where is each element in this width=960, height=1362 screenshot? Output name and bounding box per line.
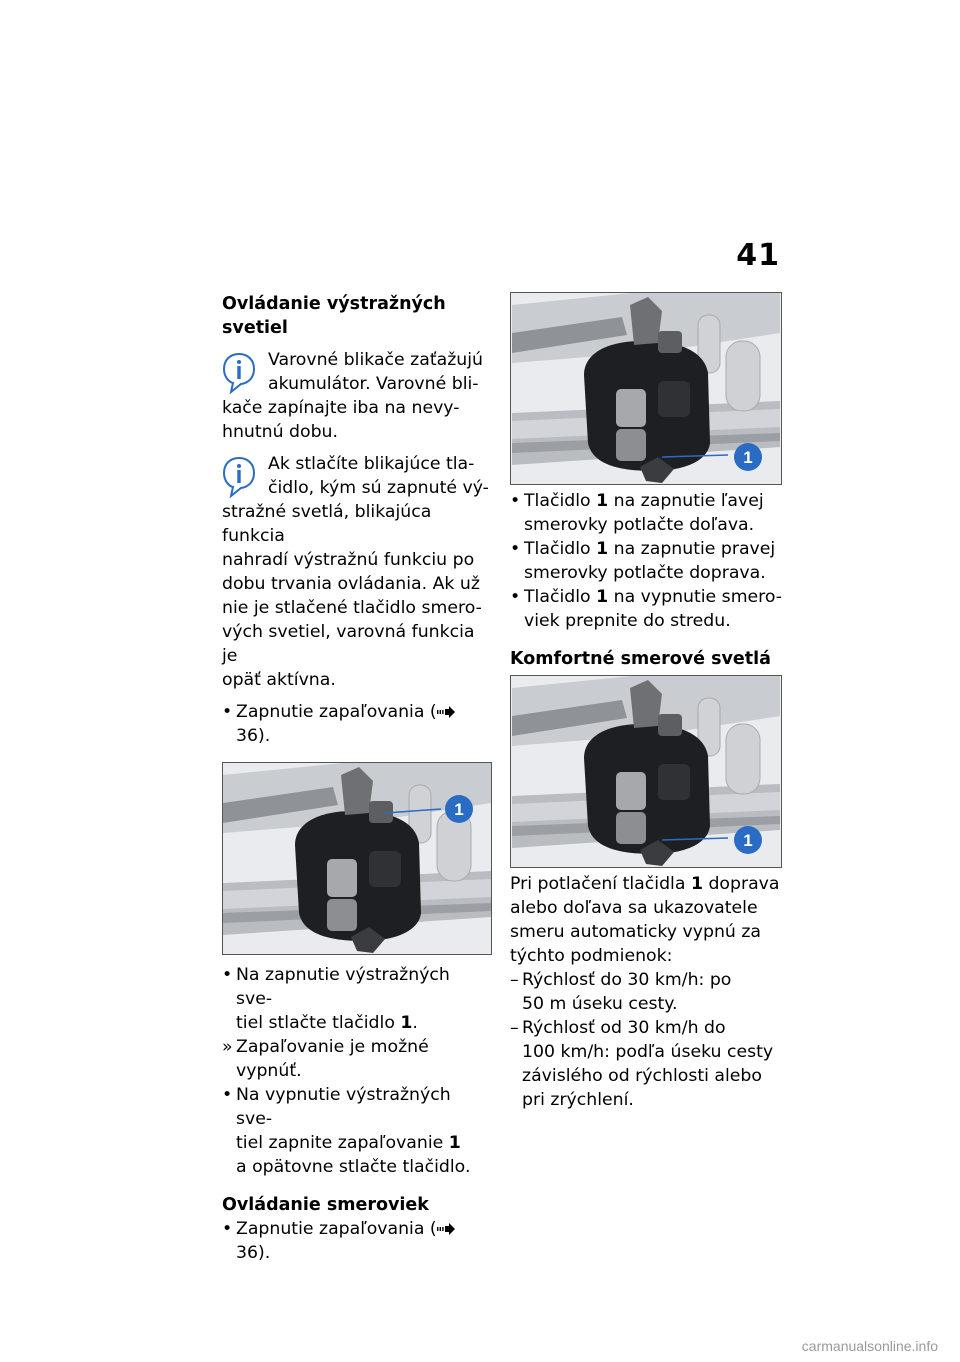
footer-watermark: carmanualsonline.info [801, 1338, 938, 1354]
info-note [222, 452, 490, 692]
right-column [510, 292, 782, 1112]
info-note [222, 348, 490, 444]
step-ignition: • Zapnutie zapaľovania ( 36). [222, 1217, 490, 1265]
note-line: nie je stlačené tlačidlo smero- [222, 598, 482, 618]
figure-hazard-switch [222, 762, 490, 955]
page-reference[interactable]: 36 [236, 726, 258, 746]
note-line: nahradí výstražnú funkciu po [222, 550, 475, 570]
step-switch-off: • Na vypnutie výstražných sve- tiel zapnite zapaľovanie 1 a opätovne stlačte tlačidlo. [222, 1085, 471, 1177]
note-line: akumulátor. Varovné bli- [268, 374, 479, 394]
note-line: Ak stlačíte blikajúce tla- [268, 454, 475, 474]
note-line: stražné svetlá, blikajúca funkcia [222, 502, 432, 546]
step-ignition: • Zapnutie zapaľovania ( 36). [222, 700, 490, 748]
note-line: kače zapínajte iba na nevy- [222, 398, 460, 418]
left-column [222, 292, 490, 1265]
page-reference[interactable]: 36 [236, 1243, 258, 1263]
info-icon [222, 352, 256, 394]
condition-item: – Rýchlosť od 30 km/h do 100 km/h: podľa úseku cesty závislého od rýchlosti alebo pri zrýchlení. [510, 1018, 774, 1110]
figure-comfort-switch [510, 675, 782, 868]
step-right-signal: • Tlačidlo 1 na zapnutie pravej smerovky potlačte doprava. [510, 539, 776, 583]
step-result: » Zapaľovanie je možné vypnúť. [222, 1037, 429, 1081]
callout-number: 1 [454, 800, 464, 819]
note-line: Varovné blikače zaťažujú [268, 350, 483, 370]
comfort-paragraph: Pri potlačení tlačidla 1 doprava alebo doľava sa ukazovatele smeru automaticky vypnú za týchto podmienok: [510, 874, 780, 966]
callout-number: 1 [743, 448, 753, 467]
callout-number: 1 [743, 831, 753, 850]
step-left-signal: • Tlačidlo 1 na zapnutie ľavej smerovky potlačte doľava. [510, 491, 764, 535]
handlebar-switch-image [222, 762, 492, 955]
note-line: dobu trvania ovládania. Ak už [222, 574, 480, 594]
section-heading-hazard: Ovládanie výstražných svetiel [222, 294, 446, 338]
figure-turn-switch [510, 292, 782, 485]
info-icon [222, 456, 256, 498]
page-reference-arrow-icon [437, 1223, 455, 1235]
note-line: čidlo, kým sú zapnuté vý- [268, 478, 489, 498]
page-reference-arrow-icon [437, 706, 455, 718]
condition-item: – Rýchlosť do 30 km/h: po 50 m úseku cesty. [510, 970, 732, 1014]
handlebar-switch-image [510, 292, 782, 485]
section-heading-turn-signals: Ovládanie smeroviek [222, 1195, 429, 1215]
note-line: vých svetiel, varovná funkcia je [222, 622, 475, 666]
step-press-button: • Na zapnutie výstražných sve- tiel stlačte tlačidlo 1. [222, 965, 450, 1033]
section-heading-comfort: Komfortné smerové svetlá [510, 649, 771, 669]
note-line: opäť aktívna. [222, 670, 336, 690]
note-line: hnutnú dobu. [222, 422, 338, 442]
page-number: 41 [736, 238, 780, 273]
handlebar-switch-image [510, 675, 782, 868]
step-signal-off: • Tlačidlo 1 na vypnutie smero- viek prepnite do stredu. [510, 587, 783, 631]
